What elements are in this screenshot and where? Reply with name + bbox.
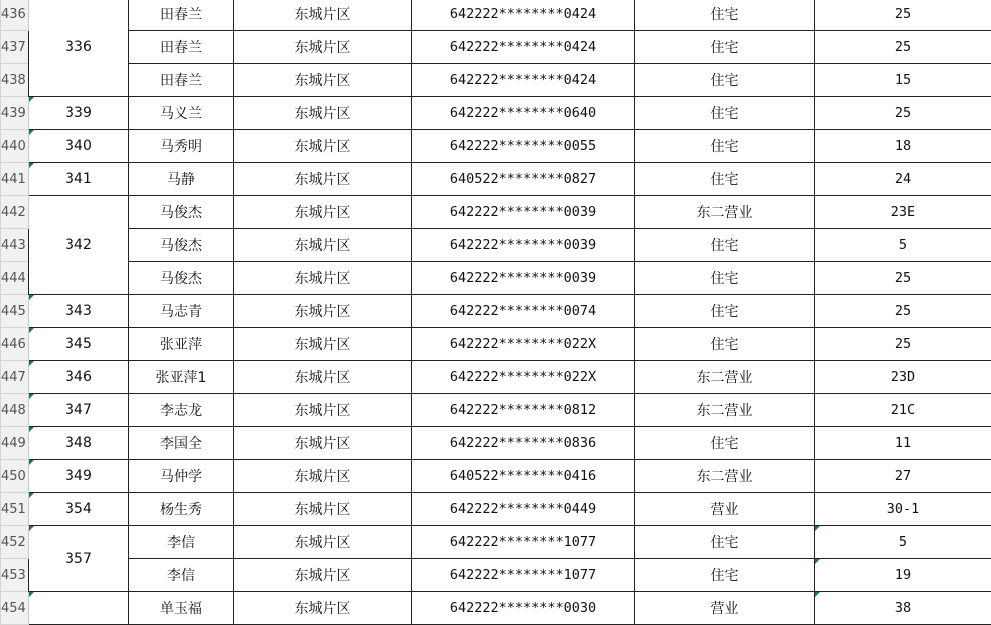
row-header-text: 441 <box>1 172 26 187</box>
row-header-text: 449 <box>1 436 26 451</box>
cell-id-text: 354 <box>65 501 92 517</box>
cell-area[interactable] <box>234 295 412 328</box>
cell-num[interactable] <box>815 97 991 130</box>
cell-card-text: 642222********0039 <box>450 270 596 286</box>
cell-name-text: 马俊杰 <box>160 238 202 254</box>
cell-area-text: 东城片区 <box>295 271 351 287</box>
cell-name-text: 李志龙 <box>160 403 202 419</box>
row-header-text: 440 <box>1 139 26 154</box>
cell-area-text: 东城片区 <box>295 337 351 353</box>
cell-name-text: 马义兰 <box>160 106 202 122</box>
cell-id[interactable] <box>29 493 129 526</box>
cell-id[interactable] <box>29 97 129 130</box>
cell-type[interactable] <box>635 394 815 427</box>
row-header[interactable] <box>1 163 29 196</box>
cell-card[interactable] <box>412 97 635 130</box>
cell-area[interactable] <box>234 394 412 427</box>
cell-name-text: 单玉福 <box>160 601 202 617</box>
cell-id[interactable] <box>29 163 129 196</box>
cell-flag-icon <box>815 559 820 564</box>
row-header[interactable] <box>1 130 29 163</box>
cell-id-text: 348 <box>65 435 92 451</box>
cell-type-text: 东二营业 <box>697 205 753 221</box>
row-header[interactable] <box>1 361 29 394</box>
cell-name-text: 李信 <box>167 568 195 584</box>
cell-type-text: 住宅 <box>711 40 739 56</box>
row-header[interactable] <box>1 196 29 229</box>
cell-num-text: 5 <box>899 534 907 550</box>
cell-type-text: 住宅 <box>711 7 739 23</box>
table-row <box>1 361 991 394</box>
cell-card[interactable] <box>412 130 635 163</box>
cell-area-text: 东城片区 <box>295 139 351 155</box>
cell-flag-icon <box>29 427 34 432</box>
cell-card-text: 642222********0424 <box>450 6 596 22</box>
cell-area-text: 东城片区 <box>295 106 351 122</box>
row-header[interactable] <box>1 460 29 493</box>
row-header-text: 451 <box>1 502 26 517</box>
row-header[interactable] <box>1 493 29 526</box>
cell-type[interactable] <box>635 361 815 394</box>
cell-type-text: 住宅 <box>711 106 739 122</box>
table-row <box>1 196 991 229</box>
row-header[interactable] <box>1 559 29 592</box>
cell-type-text: 住宅 <box>711 238 739 254</box>
cell-num[interactable] <box>815 493 991 526</box>
cell-name[interactable] <box>129 0 234 31</box>
cell-num[interactable] <box>815 163 991 196</box>
cell-num[interactable] <box>815 295 991 328</box>
cell-area[interactable] <box>234 130 412 163</box>
cell-flag-icon <box>29 295 34 300</box>
cell-area[interactable] <box>234 97 412 130</box>
cell-area-text: 东城片区 <box>295 205 351 221</box>
cell-card-text: 640522********0827 <box>450 171 596 187</box>
table-row <box>1 427 991 460</box>
row-header[interactable] <box>1 328 29 361</box>
cell-num[interactable] <box>815 130 991 163</box>
cell-card[interactable] <box>412 328 635 361</box>
cell-name[interactable] <box>129 427 234 460</box>
cell-area-text: 东城片区 <box>295 304 351 320</box>
table-row <box>1 295 991 328</box>
cell-card-text: 642222********1077 <box>450 534 596 550</box>
row-header-text: 444 <box>1 271 26 286</box>
cell-id-text: 341 <box>65 171 92 187</box>
cell-card[interactable] <box>412 460 635 493</box>
cell-num-text: 25 <box>895 336 911 352</box>
cell-card-text: 642222********0640 <box>450 105 596 121</box>
cell-num-text: 15 <box>895 72 911 88</box>
cell-id-text: 346 <box>65 369 92 385</box>
cell-type-text: 住宅 <box>711 271 739 287</box>
cell-card-text: 642222********0039 <box>450 237 596 253</box>
cell-id-text: 342 <box>65 237 92 253</box>
cell-num-text: 25 <box>895 105 911 121</box>
table-row <box>1 592 991 625</box>
cell-type-text: 住宅 <box>711 304 739 320</box>
cell-id[interactable] <box>29 394 129 427</box>
cell-num-text: 25 <box>895 6 911 22</box>
cell-card-text: 642222********0836 <box>450 435 596 451</box>
cell-card[interactable] <box>412 0 635 31</box>
cell-area-text: 东城片区 <box>295 370 351 386</box>
cell-type-text: 住宅 <box>711 337 739 353</box>
cell-num[interactable] <box>815 427 991 460</box>
cell-card-text: 642222********0812 <box>450 402 596 418</box>
cell-card-text: 642222********022X <box>450 336 596 352</box>
cell-flag-icon <box>29 97 34 102</box>
cell-flag-icon <box>815 526 820 531</box>
cell-area-text: 东城片区 <box>295 403 351 419</box>
cell-area-text: 东城片区 <box>295 238 351 254</box>
cell-card-text: 642222********0424 <box>450 72 596 88</box>
row-header-text: 443 <box>1 238 26 253</box>
cell-card[interactable] <box>412 64 635 97</box>
cell-id-text: 347 <box>65 402 92 418</box>
cell-type-text: 住宅 <box>711 535 739 551</box>
cell-card[interactable] <box>412 427 635 460</box>
cell-name-text: 马俊杰 <box>160 205 202 221</box>
cell-id[interactable] <box>29 130 129 163</box>
cell-card-text: 642222********0030 <box>450 600 596 616</box>
cell-card-text: 640522********0416 <box>450 468 596 484</box>
cell-name[interactable] <box>129 196 234 229</box>
cell-area[interactable] <box>234 0 412 31</box>
cell-name-text: 马秀明 <box>160 139 202 155</box>
cell-num-text: 11 <box>895 435 911 451</box>
cell-name[interactable] <box>129 592 234 625</box>
cell-num[interactable] <box>815 361 991 394</box>
cell-area[interactable] <box>234 460 412 493</box>
cell-num-text: 5 <box>899 237 907 253</box>
cell-id-text: 349 <box>65 468 92 484</box>
cell-name[interactable] <box>129 229 234 262</box>
cell-num[interactable] <box>815 262 991 295</box>
cell-flag-icon <box>29 163 34 168</box>
cell-card[interactable] <box>412 196 635 229</box>
cell-name[interactable] <box>129 31 234 64</box>
cell-num-text: 24 <box>895 171 911 187</box>
cell-name[interactable] <box>129 262 234 295</box>
cell-name-text: 杨生秀 <box>160 502 202 518</box>
cell-id[interactable] <box>29 0 129 97</box>
cell-id[interactable] <box>29 526 129 592</box>
cell-num[interactable] <box>815 0 991 31</box>
cell-area-text: 东城片区 <box>295 172 351 188</box>
cell-id-text: 343 <box>65 303 92 319</box>
cell-card-text: 642222********0055 <box>450 138 596 154</box>
cell-type[interactable] <box>635 328 815 361</box>
table-row <box>1 130 991 163</box>
table-row <box>1 0 991 31</box>
cell-type[interactable] <box>635 130 815 163</box>
row-header[interactable] <box>1 97 29 130</box>
cell-num-text: 30-1 <box>887 501 920 517</box>
table-row <box>1 31 991 64</box>
cell-name-text: 田春兰 <box>160 40 202 56</box>
table-row <box>1 64 991 97</box>
cell-flag-icon <box>29 526 34 531</box>
row-header-text: 442 <box>1 205 26 220</box>
cell-type[interactable] <box>635 592 815 625</box>
cell-id[interactable] <box>29 361 129 394</box>
cell-type[interactable] <box>635 262 815 295</box>
cell-num-text: 19 <box>895 567 911 583</box>
cell-area[interactable] <box>234 163 412 196</box>
cell-type-text: 住宅 <box>711 568 739 584</box>
cell-num-text: 38 <box>895 600 911 616</box>
cell-type[interactable] <box>635 97 815 130</box>
row-header[interactable] <box>1 592 29 625</box>
row-header-text: 453 <box>1 568 26 583</box>
cell-type-text: 住宅 <box>711 139 739 155</box>
cell-area[interactable] <box>234 592 412 625</box>
table-row <box>1 493 991 526</box>
cell-card[interactable] <box>412 163 635 196</box>
cell-name[interactable] <box>129 460 234 493</box>
cell-num-text: 27 <box>895 468 911 484</box>
cell-card-text: 642222********022X <box>450 369 596 385</box>
cell-name-text: 李信 <box>167 535 195 551</box>
table-row <box>1 262 991 295</box>
cell-num-text: 25 <box>895 270 911 286</box>
cell-type[interactable] <box>635 559 815 592</box>
cell-num[interactable] <box>815 394 991 427</box>
row-header[interactable] <box>1 526 29 559</box>
cell-flag-icon <box>29 130 34 135</box>
cell-area[interactable] <box>234 559 412 592</box>
row-header[interactable] <box>1 394 29 427</box>
cell-area[interactable] <box>234 262 412 295</box>
cell-num[interactable] <box>815 460 991 493</box>
cell-area[interactable] <box>234 427 412 460</box>
cell-card[interactable] <box>412 559 635 592</box>
cell-num-text: 23D <box>891 369 915 385</box>
cell-id-text: 357 <box>65 551 92 567</box>
cell-card[interactable] <box>412 526 635 559</box>
cell-area[interactable] <box>234 361 412 394</box>
cell-name-text: 马志青 <box>160 304 202 320</box>
cell-area-text: 东城片区 <box>295 502 351 518</box>
cell-num-text: 23E <box>891 204 915 220</box>
cell-name-text: 田春兰 <box>160 7 202 23</box>
cell-id[interactable] <box>29 196 129 295</box>
cell-card[interactable] <box>412 592 635 625</box>
cell-num-text: 25 <box>895 39 911 55</box>
cell-num[interactable] <box>815 592 991 625</box>
cell-name[interactable] <box>129 97 234 130</box>
cell-id[interactable] <box>29 328 129 361</box>
cell-area[interactable] <box>234 229 412 262</box>
cell-area-text: 东城片区 <box>295 469 351 485</box>
table-row <box>1 460 991 493</box>
cell-type-text: 住宅 <box>711 436 739 452</box>
table-row <box>1 526 991 559</box>
cell-area[interactable] <box>234 31 412 64</box>
cell-num-text: 18 <box>895 138 911 154</box>
cell-area-text: 东城片区 <box>295 73 351 89</box>
cell-flag-icon <box>29 394 34 399</box>
cell-area[interactable] <box>234 328 412 361</box>
cell-name-text: 张亚萍1 <box>156 370 207 386</box>
cell-card[interactable] <box>412 493 635 526</box>
cell-name[interactable] <box>129 559 234 592</box>
row-header-text: 450 <box>1 469 26 484</box>
cell-num[interactable] <box>815 196 991 229</box>
cell-area-text: 东城片区 <box>295 40 351 56</box>
cell-type[interactable] <box>635 493 815 526</box>
table-row <box>1 229 991 262</box>
table-row <box>1 394 991 427</box>
cell-id[interactable] <box>29 460 129 493</box>
table-row <box>1 328 991 361</box>
cell-name[interactable] <box>129 526 234 559</box>
row-header-text: 448 <box>1 403 26 418</box>
cell-area-text: 东城片区 <box>295 568 351 584</box>
cell-name[interactable] <box>129 295 234 328</box>
cell-num-text: 21C <box>891 402 915 418</box>
cell-num[interactable] <box>815 31 991 64</box>
cell-name-text: 马静 <box>167 172 195 188</box>
row-header-text: 437 <box>1 40 26 55</box>
cell-card-text: 642222********0449 <box>450 501 596 517</box>
cell-id-text: 336 <box>65 39 92 55</box>
table-row <box>1 559 991 592</box>
cell-type-text: 营业 <box>711 601 739 617</box>
cell-area-text: 东城片区 <box>295 436 351 452</box>
cell-type[interactable] <box>635 31 815 64</box>
cell-flag-icon <box>29 460 34 465</box>
table-row <box>1 163 991 196</box>
row-header-text: 436 <box>1 7 26 22</box>
cell-id-text: 340 <box>65 138 92 154</box>
row-header[interactable] <box>1 64 29 97</box>
cell-type-text: 东二营业 <box>697 469 753 485</box>
cell-name-text: 马俊杰 <box>160 271 202 287</box>
row-header[interactable] <box>1 229 29 262</box>
cell-type-text: 东二营业 <box>697 370 753 386</box>
cell-type[interactable] <box>635 427 815 460</box>
cell-flag-icon <box>29 592 34 597</box>
cell-type[interactable] <box>635 526 815 559</box>
cell-card[interactable] <box>412 361 635 394</box>
cell-name-text: 张亚萍 <box>160 337 202 353</box>
cell-type[interactable] <box>635 0 815 31</box>
cell-num[interactable] <box>815 328 991 361</box>
cell-card[interactable] <box>412 229 635 262</box>
cell-area[interactable] <box>234 196 412 229</box>
cell-id[interactable] <box>29 427 129 460</box>
row-header-text: 452 <box>1 535 26 550</box>
row-header[interactable] <box>1 262 29 295</box>
cell-area[interactable] <box>234 64 412 97</box>
row-header-text: 447 <box>1 370 26 385</box>
cell-card[interactable] <box>412 31 635 64</box>
cell-name[interactable] <box>129 361 234 394</box>
cell-type[interactable] <box>635 229 815 262</box>
cell-flag-icon <box>29 361 34 366</box>
cell-area-text: 东城片区 <box>295 7 351 23</box>
cell-name[interactable] <box>129 493 234 526</box>
cell-flag-icon <box>29 328 34 333</box>
cell-name-text: 李国全 <box>160 436 202 452</box>
cell-area-text: 东城片区 <box>295 601 351 617</box>
cell-name[interactable] <box>129 394 234 427</box>
table-row <box>1 97 991 130</box>
cell-card[interactable] <box>412 295 635 328</box>
cell-area[interactable] <box>234 526 412 559</box>
row-header-text: 445 <box>1 304 26 319</box>
row-header[interactable] <box>1 0 29 31</box>
cell-name[interactable] <box>129 130 234 163</box>
cell-type[interactable] <box>635 295 815 328</box>
cell-flag-icon <box>815 592 820 597</box>
cell-flag-icon <box>29 493 34 498</box>
row-header-text: 439 <box>1 106 26 121</box>
cell-type[interactable] <box>635 163 815 196</box>
cell-area-text: 东城片区 <box>295 535 351 551</box>
row-header-text: 454 <box>1 601 26 616</box>
cell-area[interactable] <box>234 493 412 526</box>
cell-type[interactable] <box>635 64 815 97</box>
cell-id-text: 339 <box>65 105 92 121</box>
row-header-text: 446 <box>1 337 26 352</box>
cell-num[interactable] <box>815 229 991 262</box>
cell-name-text: 马仲学 <box>160 469 202 485</box>
cell-name[interactable] <box>129 328 234 361</box>
cell-card-text: 642222********0424 <box>450 39 596 55</box>
cell-name-text: 田春兰 <box>160 73 202 89</box>
cell-card[interactable] <box>412 262 635 295</box>
cell-card-text: 642222********0074 <box>450 303 596 319</box>
cell-type[interactable] <box>635 196 815 229</box>
cell-type[interactable] <box>635 460 815 493</box>
cell-num-text: 25 <box>895 303 911 319</box>
cell-name[interactable] <box>129 64 234 97</box>
cell-type-text: 东二营业 <box>697 403 753 419</box>
row-header[interactable] <box>1 295 29 328</box>
cell-num[interactable] <box>815 559 991 592</box>
row-header-text: 438 <box>1 73 26 88</box>
cell-name[interactable] <box>129 163 234 196</box>
cell-card-text: 642222********0039 <box>450 204 596 220</box>
cell-card-text: 642222********1077 <box>450 567 596 583</box>
cell-type-text: 住宅 <box>711 172 739 188</box>
cell-id-text: 345 <box>65 336 92 352</box>
cell-num[interactable] <box>815 64 991 97</box>
row-header[interactable] <box>1 427 29 460</box>
cell-card[interactable] <box>412 394 635 427</box>
cell-type-text: 住宅 <box>711 73 739 89</box>
cell-id[interactable] <box>29 592 129 625</box>
cell-id[interactable] <box>29 295 129 328</box>
row-header[interactable] <box>1 31 29 64</box>
cell-type-text: 营业 <box>711 502 739 518</box>
cell-num[interactable] <box>815 526 991 559</box>
